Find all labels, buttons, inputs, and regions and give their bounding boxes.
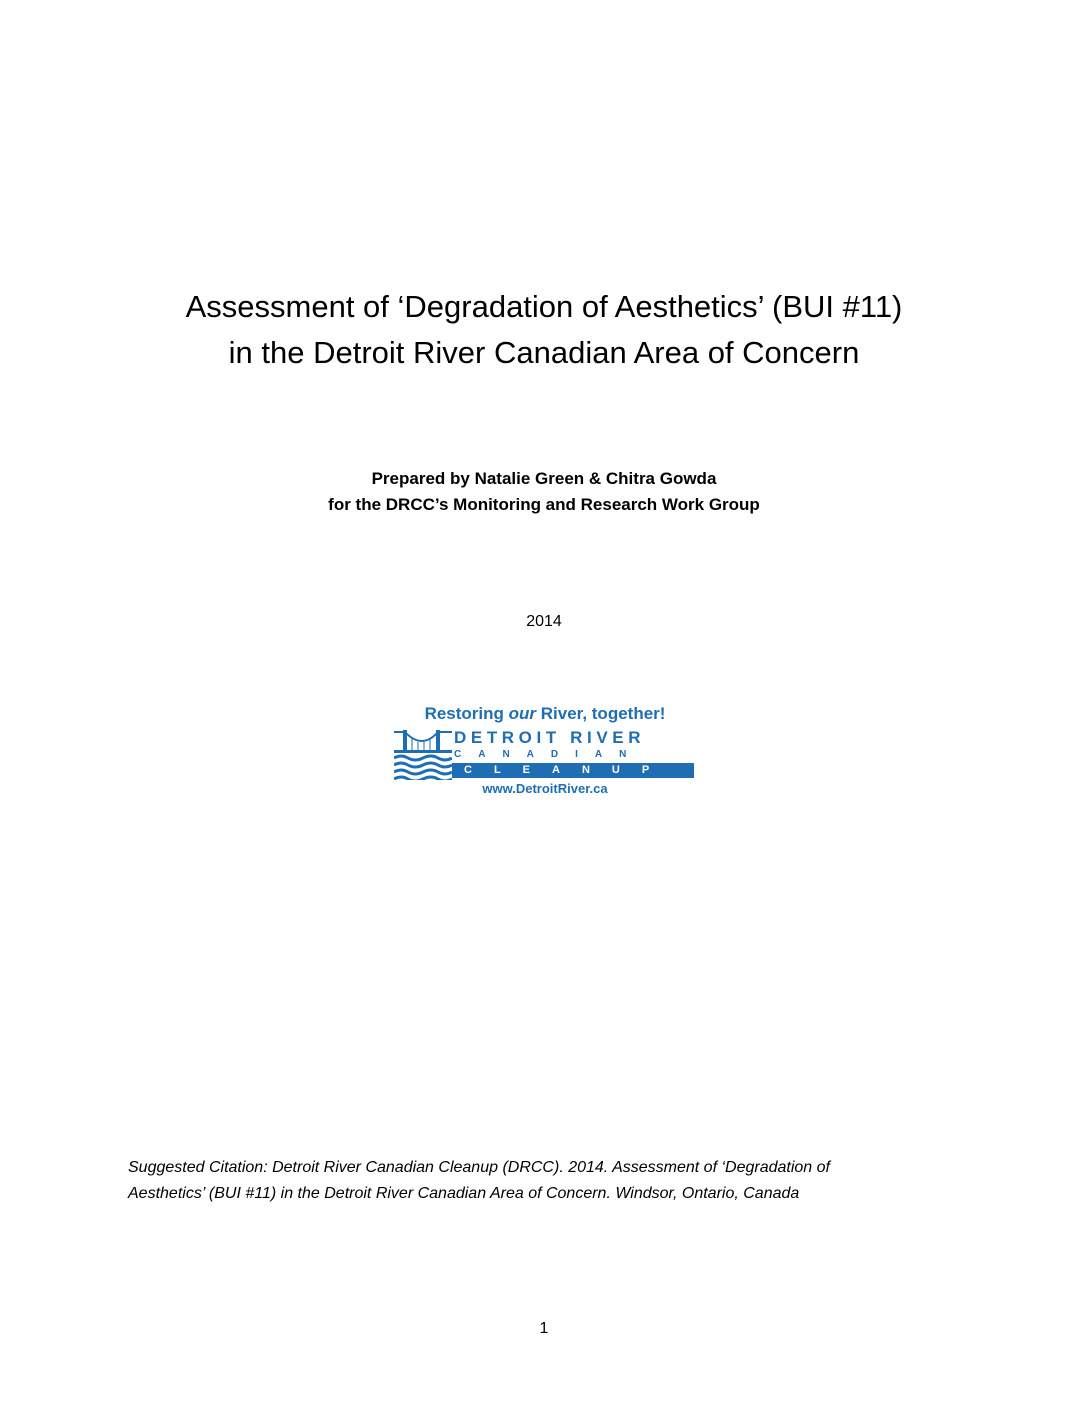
prepared-line-1: Prepared by Natalie Green & Chitra Gowda (371, 469, 717, 488)
suggested-citation (128, 1155, 928, 1207)
logo-cleanup-bar: CLEANUP (452, 763, 694, 778)
document-title (0, 284, 1088, 376)
tagline-end: River, together! (536, 704, 666, 723)
logo-canadian: CANADIAN (454, 749, 644, 760)
citation-line-2: Aesthetics’ (BUI #11) in the Detroit River Canadian Area of Concern. Windsor, Ontario, Canada (128, 1185, 800, 1202)
tagline-our: our (508, 704, 537, 723)
publication-year: 2014 (526, 613, 562, 630)
logo-tagline (394, 702, 696, 726)
drcc-logo (394, 702, 696, 798)
citation-line-1: Suggested Citation: Detroit River Canadian Cleanup (DRCC). 2014. Assessment of ‘Degradation of (128, 1159, 830, 1176)
logo-detroit-river: DETROIT RIVER (454, 728, 646, 747)
title-line-2: in the Detroit River Canadian Area of Concern (228, 335, 860, 370)
tagline-start: Restoring (424, 704, 509, 723)
prepared-line-2: for the DRCC’s Monitoring and Research Work Group (328, 495, 760, 514)
title-line-1: Assessment of ‘Degradation of Aesthetics’ (BUI #11) (185, 289, 903, 324)
bridge-waves-icon (394, 728, 452, 780)
logo-url: www.DetroitRiver.ca (482, 781, 608, 796)
prepared-by (0, 466, 1088, 518)
page-number: 1 (539, 1320, 549, 1337)
